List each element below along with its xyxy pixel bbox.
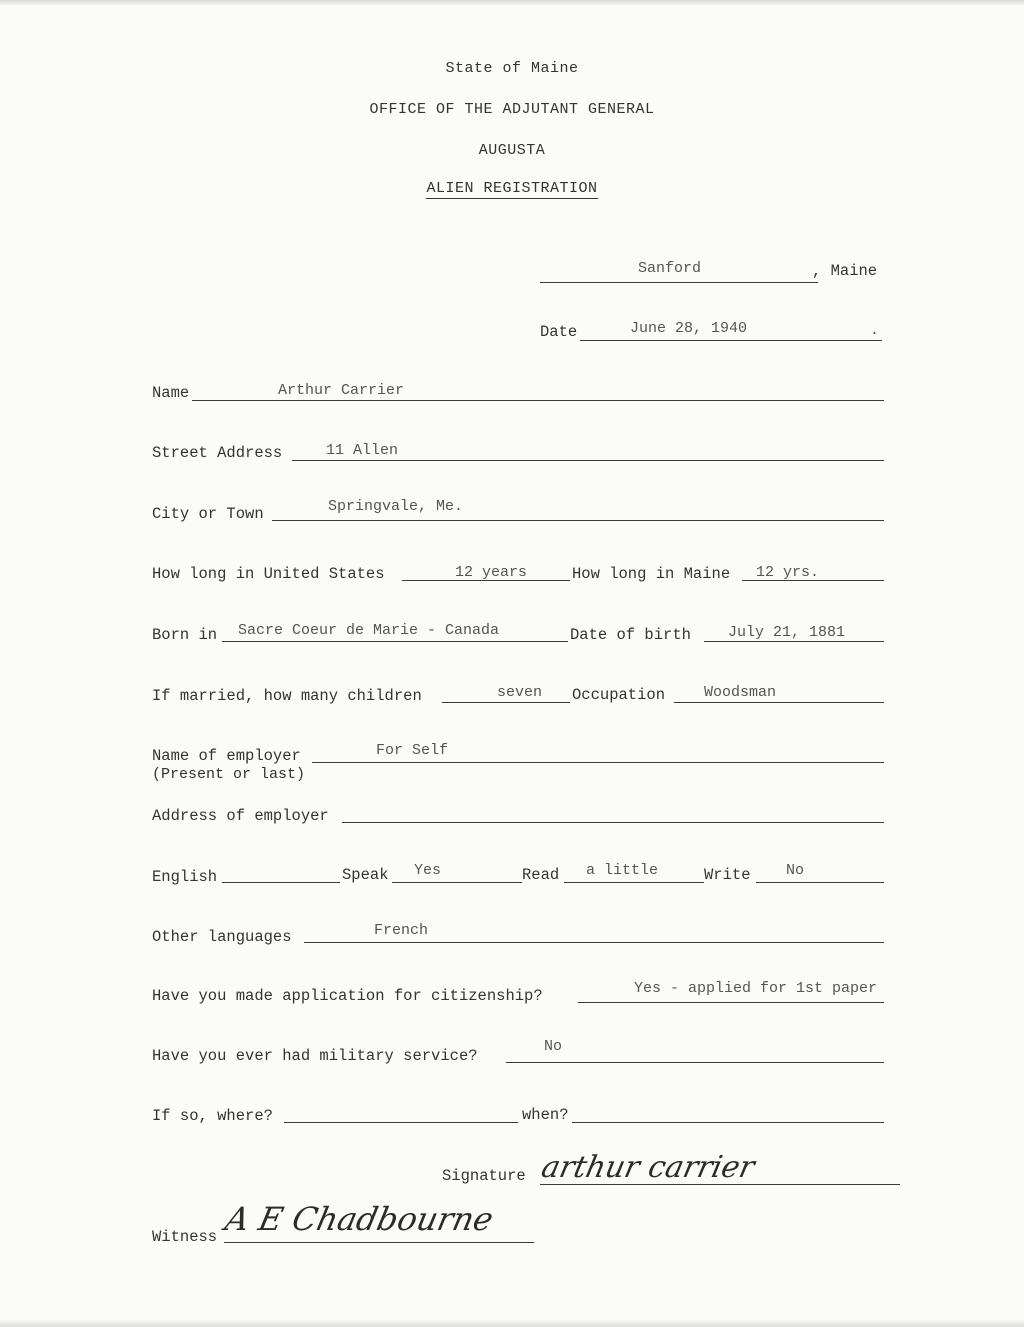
occupation-line bbox=[674, 702, 884, 703]
other-languages-label: Other languages bbox=[152, 928, 292, 946]
employer-value: For Self bbox=[376, 742, 449, 759]
signature-line bbox=[540, 1184, 900, 1185]
born-in-label: Born in bbox=[152, 626, 218, 644]
how-long-maine-label: How long in Maine bbox=[572, 565, 731, 583]
form-title: ALIEN REGISTRATION bbox=[426, 180, 598, 197]
header-city: AUGUSTA bbox=[478, 142, 546, 159]
citizenship-value: Yes - applied for 1st paper bbox=[634, 980, 878, 997]
street-address-value: 11 Allen bbox=[326, 442, 399, 459]
date-line bbox=[580, 340, 882, 341]
employer-sublabel: (Present or last) bbox=[152, 766, 306, 783]
speak-label: Speak bbox=[342, 866, 389, 884]
military-line bbox=[506, 1062, 884, 1063]
street-address-line bbox=[292, 460, 884, 461]
military-label: Have you ever had military service? bbox=[152, 1047, 478, 1065]
occupation-value: Woodsman bbox=[704, 684, 777, 701]
name-line bbox=[192, 400, 884, 401]
when-line bbox=[572, 1122, 884, 1123]
children-line bbox=[442, 702, 570, 703]
citizenship-label: Have you made application for citizenship? bbox=[152, 987, 543, 1005]
city-town-label: City or Town bbox=[152, 505, 264, 523]
write-label: Write bbox=[704, 866, 751, 884]
place-value: Sanford bbox=[638, 260, 702, 277]
employer-address-line bbox=[342, 822, 884, 823]
english-line bbox=[222, 882, 340, 883]
read-value: a little bbox=[586, 862, 659, 879]
header-form-title-row bbox=[0, 180, 1024, 199]
employer-label: Name of employer bbox=[152, 747, 301, 765]
speak-value: Yes bbox=[414, 862, 442, 879]
witness-line bbox=[224, 1242, 534, 1243]
military-value: No bbox=[544, 1038, 563, 1055]
read-label: Read bbox=[522, 866, 560, 884]
write-line bbox=[756, 882, 884, 883]
date-value: June 28, 1940 bbox=[630, 320, 748, 337]
english-label: English bbox=[152, 868, 218, 886]
date-of-birth-label: Date of birth bbox=[570, 626, 691, 644]
date-of-birth-line bbox=[704, 641, 884, 642]
how-long-us-value: 12 years bbox=[455, 564, 528, 581]
children-label: If married, how many children bbox=[152, 687, 422, 705]
city-town-line bbox=[272, 520, 884, 521]
witness-value: A E Chadbourne bbox=[221, 1200, 497, 1238]
where-label: If so, where? bbox=[152, 1107, 273, 1125]
other-languages-line bbox=[304, 942, 884, 943]
city-town-value: Springvale, Me. bbox=[328, 498, 464, 515]
employer-address-label: Address of employer bbox=[152, 807, 329, 825]
date-label: Date bbox=[540, 323, 578, 341]
children-value: seven bbox=[497, 684, 543, 701]
speak-line bbox=[392, 882, 522, 883]
born-in-line bbox=[222, 641, 568, 642]
born-in-value: Sacre Coeur de Marie - Canada bbox=[238, 622, 500, 639]
signature-label: Signature bbox=[442, 1167, 526, 1185]
street-address-label: Street Address bbox=[152, 444, 283, 462]
place-suffix: , Maine bbox=[812, 262, 878, 280]
where-line bbox=[284, 1122, 518, 1123]
date-end-mark: . bbox=[870, 322, 880, 339]
name-value: Arthur Carrier bbox=[278, 382, 405, 399]
employer-line bbox=[312, 762, 884, 763]
occupation-label: Occupation bbox=[572, 686, 666, 704]
how-long-maine-value: 12 yrs. bbox=[756, 564, 820, 581]
citizenship-line bbox=[578, 1002, 884, 1003]
page-bottom-edge bbox=[0, 1319, 1024, 1327]
other-languages-value: French bbox=[374, 922, 429, 939]
name-label: Name bbox=[152, 384, 190, 402]
write-value: No bbox=[786, 862, 805, 879]
witness-label: Witness bbox=[152, 1228, 218, 1246]
read-line bbox=[564, 882, 704, 883]
place-line bbox=[540, 282, 818, 283]
header-office: OFFICE OF THE ADJUTANT GENERAL bbox=[369, 101, 655, 118]
page-top-edge bbox=[0, 0, 1024, 6]
date-of-birth-value: July 21, 1881 bbox=[728, 624, 846, 641]
signature-value: arthur carrier bbox=[538, 1150, 758, 1185]
when-label: when? bbox=[522, 1106, 569, 1124]
how-long-us-label: How long in United States bbox=[152, 565, 385, 583]
header-state: State of Maine bbox=[445, 60, 579, 77]
